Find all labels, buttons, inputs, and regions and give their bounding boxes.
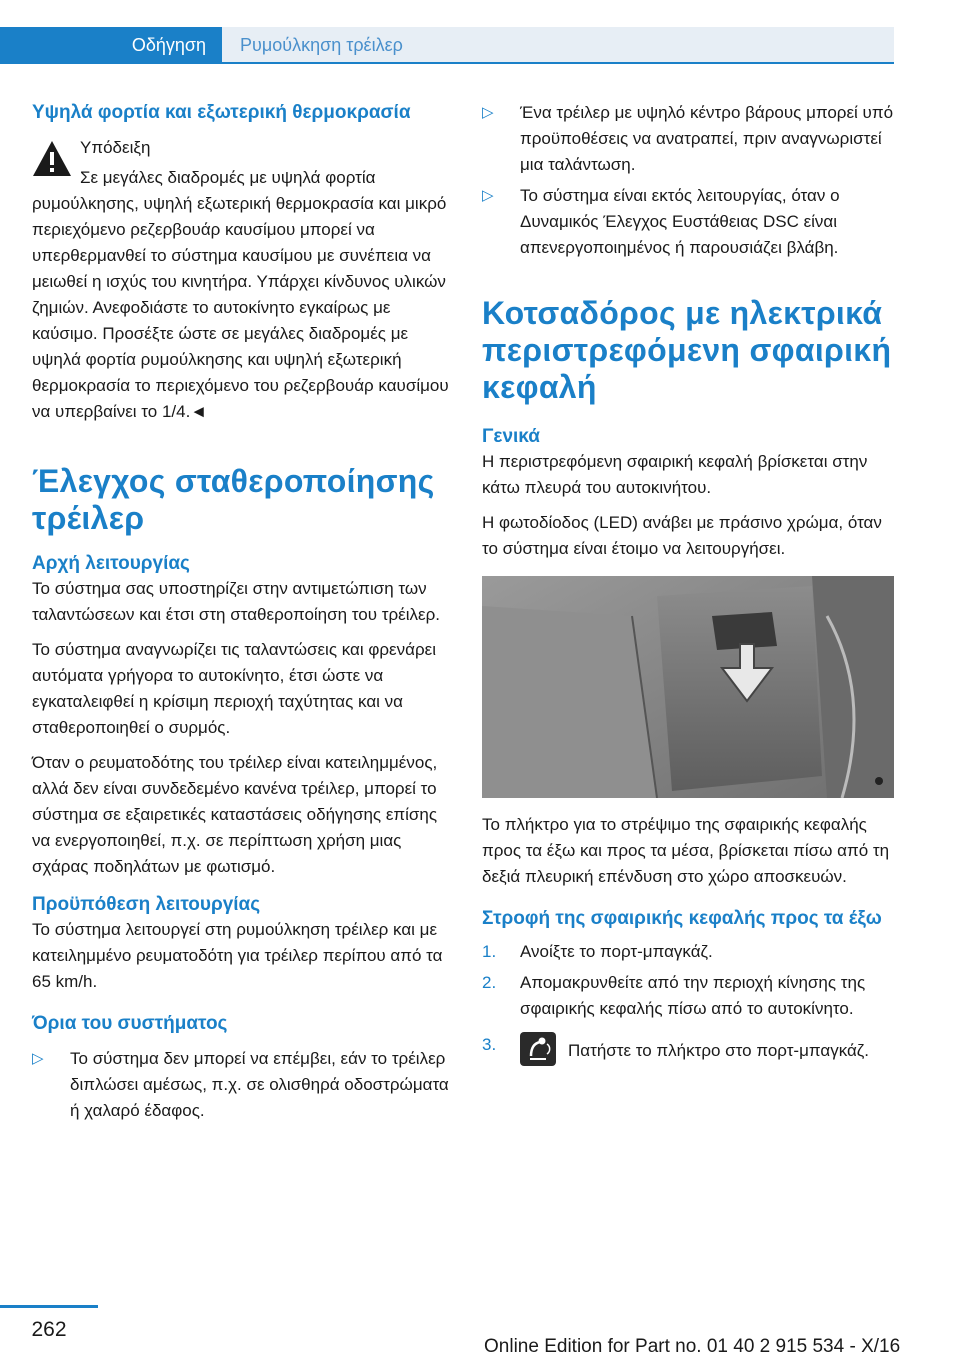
chapter-tab-driving: Οδήγηση bbox=[0, 27, 222, 63]
section-title-principle: Αρχή λειτουργίας bbox=[32, 553, 190, 574]
paragraph: Όταν ο ρευματοδότης του τρέιλερ είναι κατειλημμένος, αλλά δεν είναι συνδεδεμένο κανένα τρέιλερ, μπορεί το σύστημα σε εξαιρετικές καταστάσεις οδήγησης επίσης να ενεργοποιηθεί, π.χ. σε περίπτωση χρήση μιας σχάρας ποδηλάτων με φωτισμό. bbox=[32, 753, 438, 876]
paragraph: Η περιστρεφόμενη σφαιρική κεφαλή βρίσκεται στην κάτω πλευρά του αυτοκινήτου. bbox=[482, 452, 868, 497]
step-number: 3. bbox=[482, 1035, 497, 1054]
heading-towbar: Κοτσαδόρος με ηλεκτρικά περιστρεφόμενη σφαιρική κεφαλή bbox=[482, 295, 892, 405]
bullet-marker-icon: ▷ bbox=[32, 1050, 44, 1067]
bullet-marker-icon: ▷ bbox=[482, 187, 494, 204]
section-title-general: Γενικά bbox=[482, 426, 540, 447]
step-item: 3. Πατήστε το πλήκτρο στο πορτ-μπαγκάζ. bbox=[482, 1032, 894, 1066]
list-item: ▷ Το σύστημα δεν μπορεί να επέμβει, εάν το τρέιλερ διπλώσει αμέσως, π.χ. σε ολισθηρά οδοστρώματα ή χαλαρό έδαφος. bbox=[32, 1046, 450, 1124]
page-header bbox=[0, 0, 960, 62]
step-item: 1. Ανοίξτε το πορτ-μπαγκάζ. bbox=[482, 939, 894, 965]
bullet-marker-icon: ▷ bbox=[482, 104, 494, 121]
trunk-panel-illustration bbox=[482, 576, 894, 798]
heading-trailer-stability: Έλεγχος σταθεροποίησης τρέιλερ bbox=[32, 463, 435, 536]
section-title-swing-out: Στροφή της σφαιρικής κεφαλής προς τα έξω bbox=[482, 908, 882, 929]
paragraph: Το σύστημα λειτουργεί στη ρυμούλκηση τρέιλερ και με κατειλημμένο ρευματοδότη για τρέιλερ περίπου από τα 65 km/h. bbox=[32, 920, 443, 991]
towbar-button-icon bbox=[520, 1032, 556, 1066]
warning-triangle-icon bbox=[32, 139, 72, 179]
edition-footer: Online Edition for Part no. 01 40 2 915 534 - X/16 bbox=[484, 1336, 901, 1357]
paragraph: Το σύστημα αναγνωρίζει τις ταλαντώσεις και φρενάρει αυτόματα γρήγορα το αυτοκίνητο, έτσι ώστε να εγκαταλειφθεί η κρίσιμη περιοχή ταχύτητας και να σταθεροποιηθεί ο συρμός. bbox=[32, 640, 436, 737]
section-title-limits: Όρια του συστήματος bbox=[32, 1013, 228, 1034]
list-item: ▷ Ένα τρέιλερ με υψηλό κέντρο βάρους μπορεί υπό προϋποθέσεις να ανατραπεί, πριν αναγνωριστεί μια ταλάντωση. bbox=[482, 100, 894, 178]
right-column bbox=[482, 100, 894, 1071]
section-title-high-loads: Υψηλά φορτία και εξωτερική θερμοκρασία bbox=[32, 102, 411, 123]
section-title-precondition: Προϋπόθεση λειτουργίας bbox=[32, 894, 261, 915]
step-item: 2. Απομακρυνθείτε από την περιοχή κίνησης της σφαιρικής κεφαλής πίσω από το αυτοκίνητο. bbox=[482, 970, 894, 1022]
footer-accent-bar bbox=[0, 1305, 98, 1308]
paragraph: Η φωτοδίοδος (LED) ανάβει με πράσινο χρώμα, όταν το σύστημα είναι έτοιμο να λειτουργήσει. bbox=[482, 513, 882, 558]
step-number: 1. bbox=[482, 942, 497, 961]
section-tab-trailer-towing: Ρυμούλκηση τρέιλερ bbox=[222, 27, 894, 63]
paragraph: Το σύστημα σας υποστηρίζει στην αντιμετώπιση των ταλαντώσεων και έτσι στη σταθεροποίηση του τρέιλερ. bbox=[32, 579, 440, 624]
warning-block bbox=[32, 135, 450, 425]
step-number: 2. bbox=[482, 973, 497, 992]
page-number: 262 bbox=[31, 1318, 67, 1341]
warning-text: Σε μεγάλες διαδρομές με υψηλά φορτία ρυμούλκησης, υψηλή εξωτερική θερμοκρασία και μικρό περιεχόμενο ρεζερβουάρ καυσίμου μπορεί να υπερθερμανθεί το σύστημα καυσίμου με συνέπεια να μειωθεί η ισχύς του κινητήρα. Υπάρχει κίνδυνος υλικών ζημιών. Ανεφοδιάστε το αυτοκίνητο εγκαίρως με καύσιμο. Προσέξτε ώστε σε μεγάλες διαδρομές με υψηλά φορτία ρυμούλκησης και υψηλή εξωτερική θερμοκρασία το περιεχόμενο του ρεζερβουάρ καυσίμου να υπερβαίνει το 1/4.◄ bbox=[32, 168, 449, 421]
paragraph: Το πλήκτρο για το στρέψιμο της σφαιρικής κεφαλής προς τα έξω και προς τα μέσα, βρίσκεται πίσω από τη δεξιά πλευρική επένδυση στο χώρο αποσκευών. bbox=[482, 815, 890, 886]
trunk-button-photo bbox=[482, 576, 894, 798]
left-column bbox=[32, 100, 450, 1129]
list-item: ▷ Το σύστημα είναι εκτός λειτουργίας, όταν ο Δυναμικός Έλεγχος Ευστάθειας DSC είναι απενεργοποιημένος ή παρουσιάζει βλάβη. bbox=[482, 183, 894, 261]
header-divider bbox=[0, 62, 894, 64]
warning-label: Υπόδειξη bbox=[80, 138, 151, 157]
